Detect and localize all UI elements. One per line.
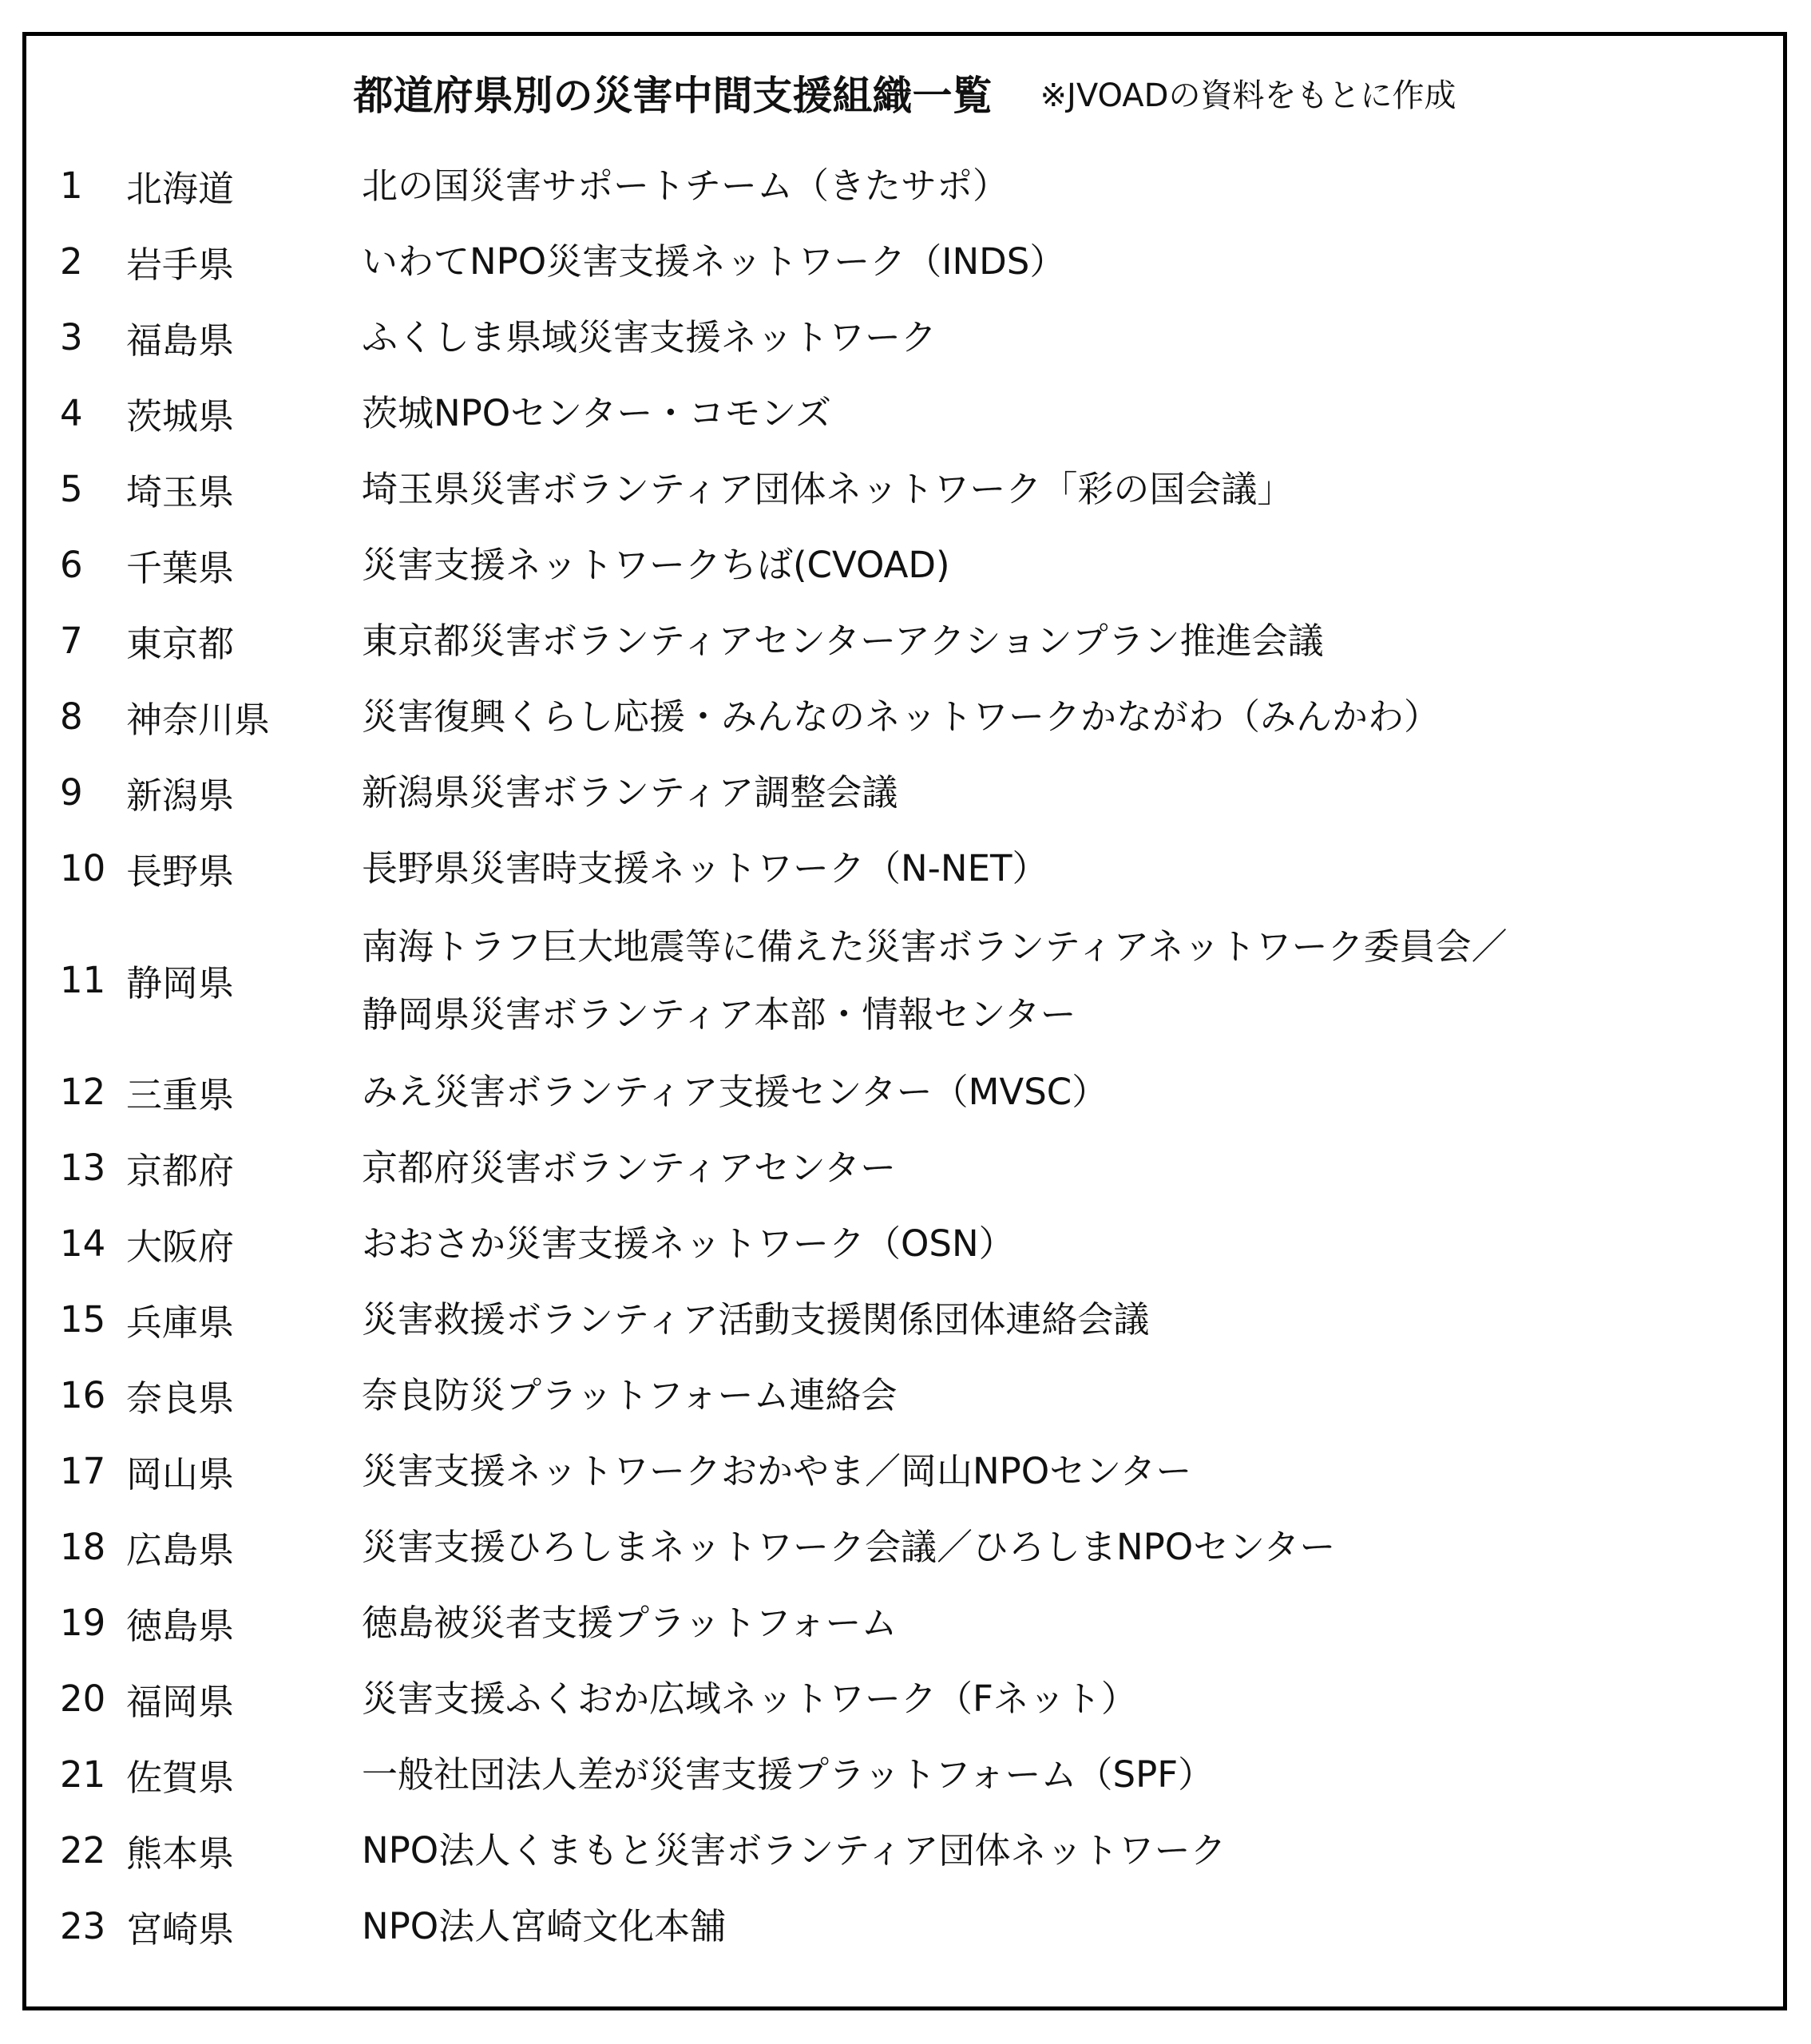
row-number: 12 xyxy=(60,1071,106,1113)
list-item xyxy=(26,906,1783,1054)
organization-name-line: 北の国災害サポートチーム（きたサポ） xyxy=(362,164,1009,207)
organization-name-line: 京都府災害ボランティアセンター xyxy=(362,1147,897,1189)
row-number: 9 xyxy=(60,771,83,814)
list-item xyxy=(26,1054,1783,1130)
prefecture-name: 新潟県 xyxy=(126,774,235,817)
prefecture-name: 宮崎県 xyxy=(126,1908,235,1951)
organization-name xyxy=(362,1130,896,1206)
organization-name-line: 東京都災害ボランティアセンターアクションプラン推進会議 xyxy=(362,620,1324,662)
prefecture-name: 岩手県 xyxy=(126,244,235,286)
list-item xyxy=(26,1812,1783,1888)
organization-name xyxy=(362,1357,898,1433)
row-number: 22 xyxy=(60,1829,106,1872)
row-number: 18 xyxy=(60,1526,106,1568)
list-item xyxy=(26,830,1783,906)
organization-name-line: 長野県災害時支援ネットワーク（N-NET） xyxy=(362,847,1048,889)
organization-name-line: 災害復興くらし応援・みんなのネットワークかながわ（みんかわ） xyxy=(362,695,1440,738)
prefecture-name: 大阪府 xyxy=(126,1226,235,1268)
organization-name xyxy=(362,906,1508,1054)
organization-name xyxy=(362,527,950,603)
prefecture-name: 京都府 xyxy=(126,1150,235,1192)
table-frame xyxy=(22,32,1787,2010)
prefecture-name: 佐賀県 xyxy=(126,1757,235,1799)
organization-name xyxy=(362,375,831,451)
prefecture-name: 広島県 xyxy=(126,1529,235,1571)
organization-name xyxy=(362,679,1440,755)
list-item xyxy=(26,224,1783,299)
list-item xyxy=(26,1206,1783,1281)
organization-name-line: 奈良防災プラットフォーム連絡会 xyxy=(362,1374,898,1416)
organization-name-line: 埼玉県災害ボランティア団体ネットワーク「彩の国会議」 xyxy=(362,468,1294,510)
organization-name-line: みえ災害ボランティア支援センター（MVSC） xyxy=(362,1071,1108,1113)
organization-name xyxy=(362,1661,1137,1737)
page-heading xyxy=(26,68,1783,124)
list-item xyxy=(26,1433,1783,1509)
organization-name xyxy=(362,1812,1226,1888)
row-number: 3 xyxy=(60,316,83,358)
list-item xyxy=(26,679,1783,755)
prefecture-name: 東京都 xyxy=(126,623,235,665)
prefecture-name: 静岡県 xyxy=(126,962,235,1004)
prefecture-name: 北海道 xyxy=(126,168,235,210)
row-number: 8 xyxy=(60,695,83,738)
list-item xyxy=(26,451,1783,527)
organization-name xyxy=(362,451,1293,527)
row-number: 19 xyxy=(60,1602,106,1644)
row-number: 20 xyxy=(60,1678,106,1720)
organization-name xyxy=(362,755,898,830)
row-number: 7 xyxy=(60,620,83,662)
organization-name xyxy=(362,603,1324,679)
row-number: 11 xyxy=(60,959,106,1001)
prefecture-name: 長野県 xyxy=(126,850,235,893)
organization-name-line: 新潟県災害ボランティア調整会議 xyxy=(362,771,898,814)
organization-name-line: ふくしま県域災害支援ネットワーク xyxy=(362,316,937,358)
organization-name-line: 災害支援ネットワークおかやま／岡山NPOセンター xyxy=(362,1450,1192,1492)
list-item xyxy=(26,1737,1783,1812)
list-item xyxy=(26,603,1783,679)
organization-name-line: 南海トラフ巨大地震等に備えた災害ボランティアネットワーク委員会／ xyxy=(362,925,1508,968)
organization-name-line: おおさか災害支援ネットワーク（OSN） xyxy=(362,1222,1015,1265)
prefecture-name: 徳島県 xyxy=(126,1605,235,1647)
organization-name-line: 一般社団法人差が災害支援プラットフォーム（SPF） xyxy=(362,1753,1215,1796)
list-item xyxy=(26,1585,1783,1661)
organization-name xyxy=(362,1737,1214,1812)
prefecture-name: 埼玉県 xyxy=(126,471,235,513)
organization-name xyxy=(362,1281,1149,1357)
list-item xyxy=(26,375,1783,451)
row-number: 17 xyxy=(60,1450,106,1492)
organization-name xyxy=(362,224,1065,299)
row-number: 23 xyxy=(60,1905,106,1947)
row-number: 4 xyxy=(60,392,83,434)
page-title: 都道府県別の災害中間支援組織一覧 xyxy=(353,73,993,119)
organization-name xyxy=(362,1509,1335,1585)
organization-name-line: 災害支援ひろしまネットワーク会議／ひろしまNPOセンター xyxy=(362,1526,1336,1568)
list-item xyxy=(26,148,1783,224)
organization-name xyxy=(362,148,1009,224)
row-number: 13 xyxy=(60,1147,106,1189)
row-number: 15 xyxy=(60,1298,106,1341)
organization-name-line: いわてNPO災害支援ネットワーク（INDS） xyxy=(362,240,1066,283)
list-item xyxy=(26,1281,1783,1357)
organization-name-line: 災害支援ふくおか広域ネットワーク（Fネット） xyxy=(362,1678,1137,1720)
row-number: 6 xyxy=(60,544,83,586)
row-number: 21 xyxy=(60,1753,106,1796)
prefecture-name: 岡山県 xyxy=(126,1453,235,1495)
prefecture-name: 神奈川県 xyxy=(126,699,271,741)
list-item xyxy=(26,1509,1783,1585)
row-number: 10 xyxy=(60,847,106,889)
organization-name-line: NPO法人くまもと災害ボランティア団体ネットワーク xyxy=(362,1829,1226,1872)
row-number: 16 xyxy=(60,1374,106,1416)
prefecture-name: 兵庫県 xyxy=(126,1301,235,1344)
prefecture-name: 熊本県 xyxy=(126,1832,235,1875)
organization-name xyxy=(362,299,937,375)
row-number: 14 xyxy=(60,1222,106,1265)
row-number: 2 xyxy=(60,240,83,283)
organization-name xyxy=(362,1888,726,1964)
organization-name-line: NPO法人宮崎文化本舗 xyxy=(362,1905,727,1947)
prefecture-name: 福島県 xyxy=(126,319,235,362)
source-note: ※JVOADの資料をもとに作成 xyxy=(1040,77,1456,114)
organization-name xyxy=(362,1054,1108,1130)
prefecture-name: 茨城県 xyxy=(126,395,235,438)
list-item xyxy=(26,1357,1783,1433)
row-number: 5 xyxy=(60,468,83,510)
list-item xyxy=(26,755,1783,830)
organization-name-line: 徳島被災者支援プラットフォーム xyxy=(362,1602,898,1644)
organization-name xyxy=(362,1433,1191,1509)
list-item xyxy=(26,1888,1783,1964)
organization-name xyxy=(362,1585,898,1661)
organization-name xyxy=(362,1206,1015,1281)
list-item xyxy=(26,527,1783,603)
list-item xyxy=(26,1661,1783,1737)
organization-name-line: 静岡県災害ボランティア本部・情報センター xyxy=(362,992,1076,1036)
organization-name-line: 災害支援ネットワークちば(CVOAD) xyxy=(362,544,950,586)
prefecture-name: 三重県 xyxy=(126,1074,235,1116)
organization-name xyxy=(362,830,1048,906)
prefecture-name: 福岡県 xyxy=(126,1681,235,1723)
list-item xyxy=(26,299,1783,375)
prefecture-name: 奈良県 xyxy=(126,1377,235,1420)
list-item xyxy=(26,1130,1783,1206)
prefecture-name: 千葉県 xyxy=(126,547,235,589)
row-number: 1 xyxy=(60,164,83,207)
organization-name-line: 茨城NPOセンター・コモンズ xyxy=(362,392,832,434)
organization-name-line: 災害救援ボランティア活動支援関係団体連絡会議 xyxy=(362,1298,1150,1341)
